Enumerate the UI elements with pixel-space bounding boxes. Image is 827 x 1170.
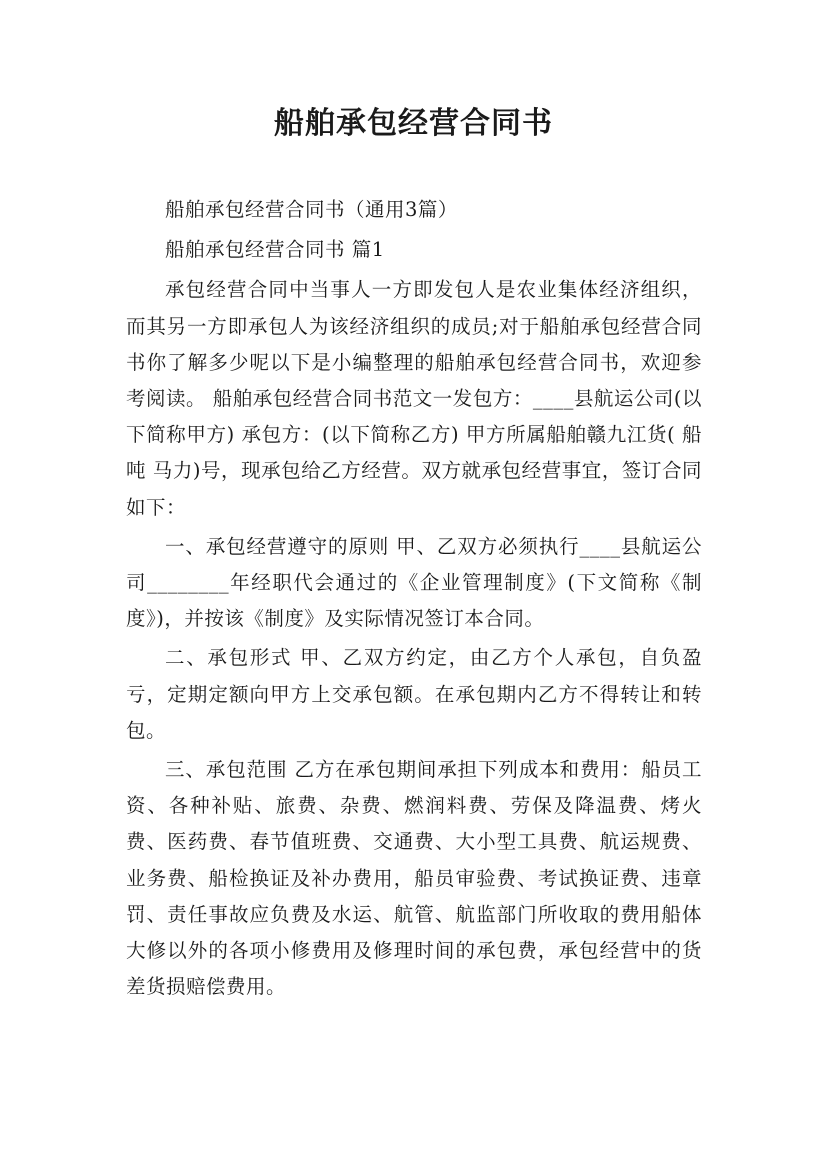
paragraph-clause-2: 二、承包形式 甲、乙双方约定，由乙方个人承包，自负盈亏，定期定额向甲方上交承包额。在承包期内乙方不得转让和转包。: [126, 646, 702, 742]
document-title: 船舶承包经营合同书: [274, 106, 553, 141]
paragraph-clause-1: 一、承包经营遵守的原则 甲、乙双方必须执行____县航运公司________年经职代会通过的《企业管理制度》(下文简称《制度》)，并按该《制度》及实际情况签订本合同。: [126, 534, 702, 631]
document-subtitle: 船舶承包经营合同书（通用3篇）: [165, 198, 458, 221]
paragraph-intro: 承包经营合同中当事人一方即发包人是农业集体经济组织，而其另一方即承包人为该经济组织的成员;对于船舶承包经营合同书你了解多少呢以下是小编整理的船舶承包经营合同书，欢迎参考阅读。 船舶承包经营合同书范文一发包方：____县航运公司(以下简称甲方) 承包方：(以下简称乙方) 甲方所属船舶赣九江货( 船 吨 马力)号，现承包给乙方经营。双方就承包经营事宜，签订合同如下：: [126, 278, 702, 519]
document-body: [126, 192, 702, 1008]
paragraph-clause-3: 三、承包范围 乙方在承包期间承担下列成本和费用：船员工资、各种补贴、旅费、杂费、燃润料费、劳保及降温费、烤火费、医药费、春节值班费、交通费、大小型工具费、航运规费、业务费、船检换证及补办费用，船员审验费、考试换证费、违章罚、责任事故应负费及水运、航管、航监部门所收取的费用船体大修以外的各项小修费用及修理时间的承包费，承包经营中的货差货损赔偿费用。: [126, 758, 702, 999]
section-heading: 船舶承包经营合同书 篇1: [165, 238, 385, 262]
